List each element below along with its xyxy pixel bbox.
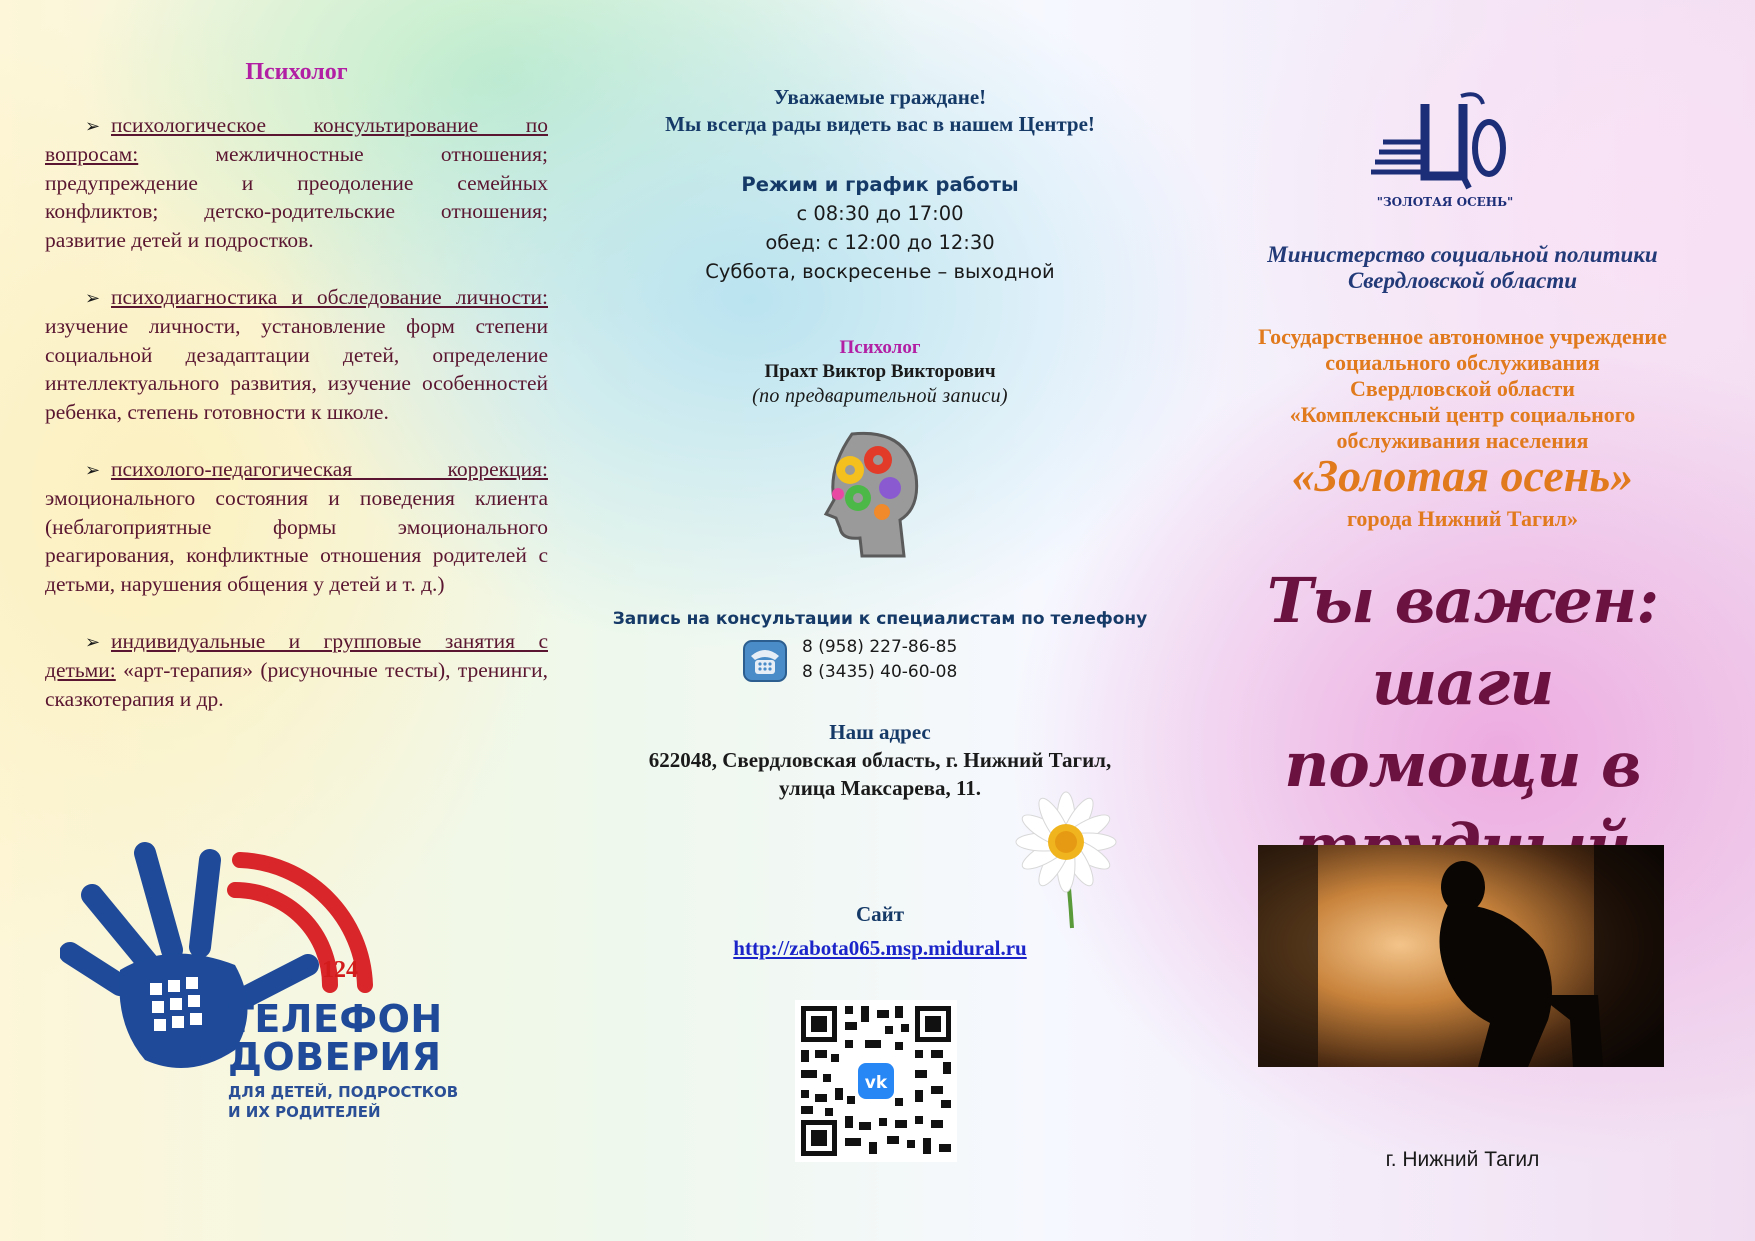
institution-name: «Золотая осень» [1291,450,1634,501]
telephone-icon [743,640,787,682]
phone-number[interactable]: 8 (3435) 40-60-08 [802,662,958,682]
sad-person-photo [1258,845,1664,1067]
hours-line: Суббота, воскресенье – выходной [705,260,1055,283]
address-title: Наш адрес [829,720,931,744]
phone-numbers [802,635,957,685]
hours-title: Режим и график работы [741,173,1019,196]
psychologist-name: Прахт Виктор Викторович [764,361,996,382]
institution-line: обслуживания населения [1336,428,1589,453]
service-text: межличностные отношения; предупреждение и преодоление семейных конфликтов; детско-родительские отношения; развитие детей и подростков. [45,142,548,252]
institution-line: Государственное автономное учреждение [1258,324,1667,349]
institution-line: «Комплексный центр социального [1289,402,1636,427]
address-line: 622048, Свердловская область, г. Нижний Тагил, [648,748,1112,772]
service-lead: индивидуальные и групповые занятия с детьми: [45,628,548,683]
brain-gears-icon [812,428,924,560]
greeting-line-2: Мы всегда рады видеть вас в нашем Центре! [665,112,1095,136]
service-item [45,111,548,255]
service-item [45,627,548,714]
hotline-sub-2: И ИХ РОДИТЕЛЕЙ [228,1103,381,1121]
hotline-text [228,997,459,1122]
headline-line: помощи в [1284,728,1641,801]
phone-number[interactable]: 8 (958) 227-86-85 [802,637,958,657]
service-lead: психологическое консультирование по вопросам: [45,112,548,167]
institution-block [1205,324,1720,454]
site-block [610,897,1150,965]
institution-city: города Нижний Тагил» [1346,506,1579,531]
appointment-text: Запись на консультации к специалистам по телефону [612,609,1148,629]
hotline-sub [228,1082,458,1122]
service-text: изучение личности, установление форм степени социальной дезадаптации детей, определение интеллектуального развития, изучение особенностей ребенка, степень готовности к школе. [45,314,548,424]
working-hours [610,170,1150,286]
ministry-line: Свердловской области [1347,268,1578,293]
org-logo [1365,92,1525,212]
service-lead: психодиагностика и обследование личности: [111,284,548,309]
ministry-line: Министерство социальной политики [1267,242,1658,267]
institution-line: социального обслуживания [1325,350,1600,375]
hours-line: обед: с 12:00 до 12:30 [765,231,995,254]
institution-line: Свердловской области [1350,376,1575,401]
service-lead: психолого-педагогическая коррекция: [111,456,548,481]
site-link[interactable]: http://zabota065.msp.midural.ru [733,936,1027,960]
svg-text:vk: vk [864,1073,888,1093]
hotline-number: 124 [322,957,358,983]
arrow-bullet-icon: ➢ [85,287,101,308]
psychologist-title: Психолог [839,337,921,358]
service-text: эмоционального состояния и поведения клиента (неблагоприятные формы эмоционального реагирования, конфликтные отношения родителей с детьми, нарушения общения у детей и т. д.) [45,486,548,596]
hotline-title-1: ТЕЛЕФОН [228,997,443,1041]
hotline-title-2: ДОВЕРИЯ [228,1035,442,1079]
ministry-block [1205,242,1720,294]
psychologist-note: (по предварительной записи) [752,385,1008,407]
greeting-line-1: Уважаемые граждане! [773,85,987,109]
left-title: Психолог [245,59,348,85]
hours-line: с 08:30 до 17:00 [796,202,964,225]
hotline-sub-1: ДЛЯ ДЕТЕЙ, ПОДРОСТКОВ [228,1083,459,1101]
hotline-logo [60,835,480,1135]
city-label: г. Нижний Тагил [1385,1148,1540,1171]
psychologist-block [610,336,1150,408]
svg-text:"ЗОЛОТАЯ ОСЕНЬ": "ЗОЛОТАЯ ОСЕНЬ" [1376,195,1514,209]
greeting [610,84,1150,138]
qr-code[interactable] [795,1000,957,1162]
service-text: «арт-терапия» (рисуночные тесты), тренинги, сказкотерапия и др. [45,658,548,711]
service-item [45,455,548,599]
service-item [45,283,548,427]
arrow-bullet-icon: ➢ [85,631,101,652]
headline-line: Ты важен: шаги [1266,564,1659,719]
arrow-bullet-icon: ➢ [85,115,101,136]
arrow-bullet-icon: ➢ [85,459,101,480]
golden-autumn-logo-icon [1365,92,1525,212]
left-column [45,58,548,741]
site-title: Сайт [855,902,905,926]
qr-code-icon [795,1000,957,1162]
address-line: улица Максарева, 11. [778,776,982,800]
